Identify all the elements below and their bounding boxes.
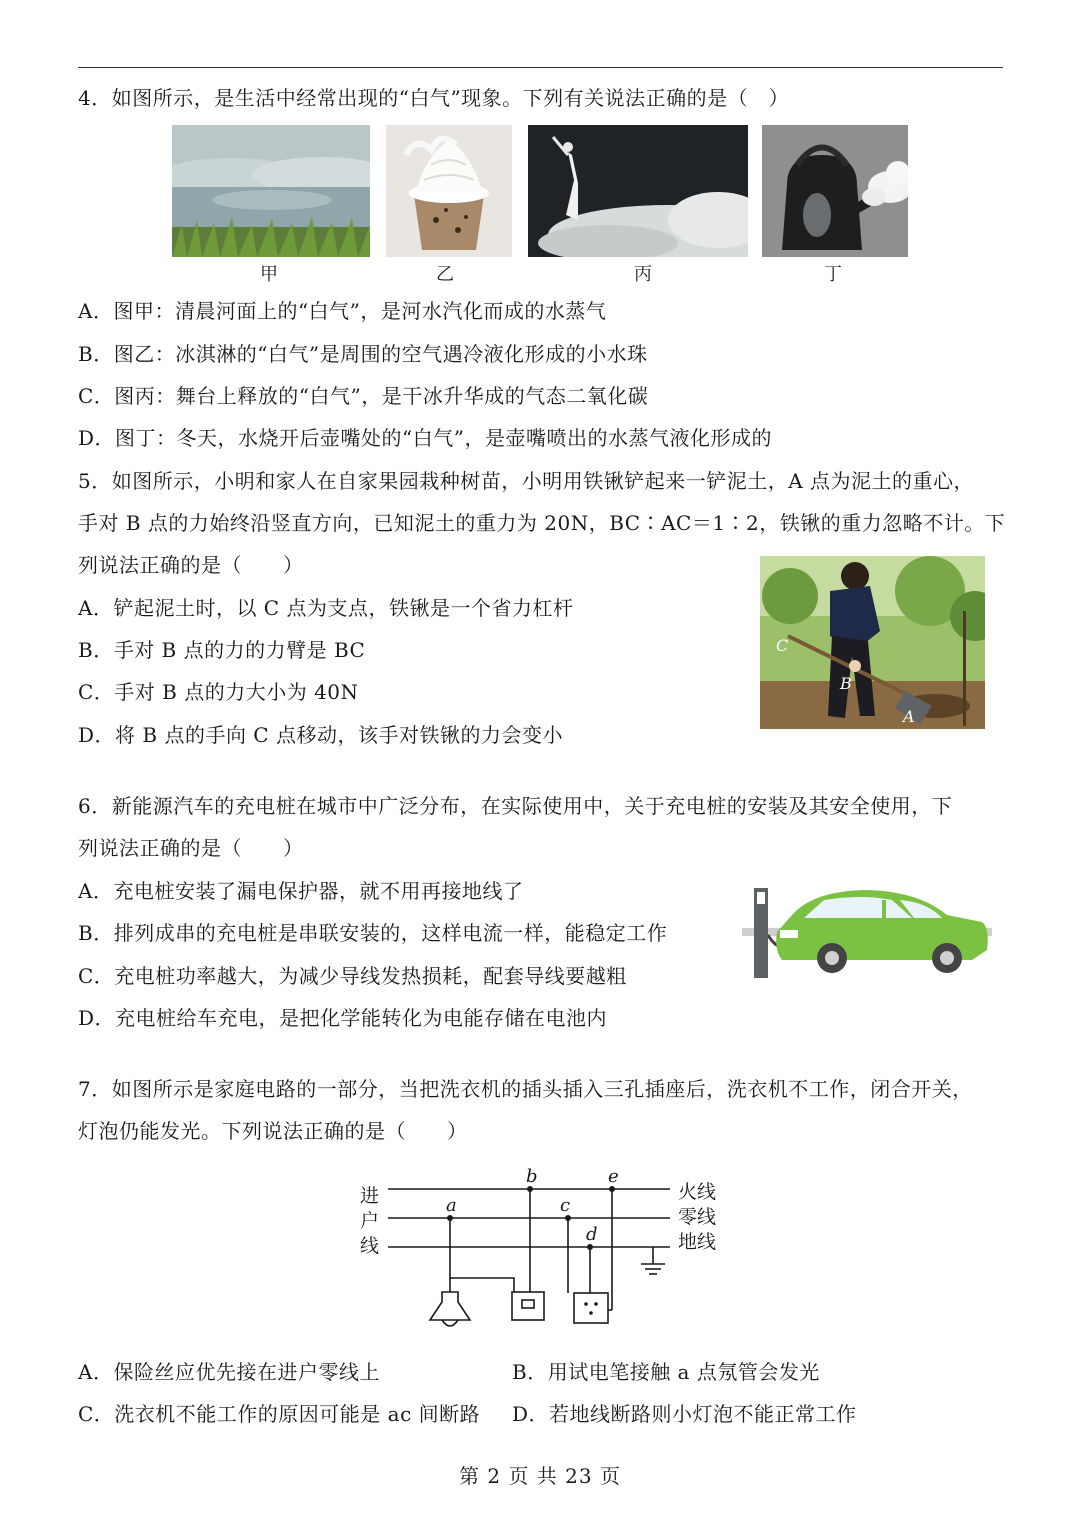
- circuit-inlet-char-1: 进: [360, 1185, 380, 1207]
- q6-car-charger-illustration: [742, 880, 992, 980]
- q7-option-c: C．洗衣机不能工作的原因可能是 ac 间断路: [78, 1402, 481, 1426]
- q5-label-c: C: [776, 636, 789, 655]
- q5-stem-line-1: 5．如图所示，小明和家人在自家果园栽种树苗，小明用铁锹铲起来一铲泥土，A 点为泥土的重心，: [78, 469, 975, 493]
- circuit-point-d: d: [586, 1224, 598, 1245]
- q4-option-b: B．图乙：冰淇淋的“白气”是周围的空气遇冷液化形成的小水珠: [78, 342, 648, 366]
- q5-label-b: B: [840, 674, 852, 693]
- q5-option-c: C．手对 B 点的力大小为 40N: [78, 680, 359, 704]
- q4-option-c: C．图丙：舞台上释放的“白气”，是干冰升华成的气态二氧化碳: [78, 384, 649, 408]
- circuit-point-b: b: [526, 1166, 538, 1187]
- q4-caption-jia: 甲: [260, 264, 278, 285]
- q5-option-a: A．铲起泥土时，以 C 点为支点，铁锹是一个省力杠杆: [78, 596, 574, 620]
- circuit-ground-wire-label: 地线: [678, 1231, 717, 1253]
- q5-option-b: B．手对 B 点的力的力臂是 BC: [78, 638, 366, 662]
- circuit-neutral-wire-label: 零线: [678, 1206, 717, 1228]
- q7-option-d: D．若地线断路则小灯泡不能正常工作: [512, 1402, 857, 1426]
- circuit-live-wire-label: 火线: [678, 1181, 717, 1203]
- q5-stem-line-3: 列说法正确的是（ ）: [78, 553, 304, 577]
- q5-option-d: D．将 B 点的手向 C 点移动，该手对铁锹的力会变小: [78, 723, 563, 747]
- q7-stem-line-1: 7．如图所示是家庭电路的一部分，当把洗衣机的插头插入三孔插座后，洗衣机不工作，闭合开关，: [78, 1077, 973, 1101]
- q4-caption-bing: 丙: [634, 264, 652, 285]
- q4-photo-yi: [386, 125, 512, 257]
- q7-circuit-diagram: [350, 1160, 730, 1340]
- q6-option-a: A．充电桩安装了漏电保护器，就不用再接地线了: [78, 879, 524, 903]
- q6-stem-line-1: 6．新能源汽车的充电桩在城市中广泛分布，在实际使用中，关于充电桩的安装及其安全使用，下: [78, 794, 953, 818]
- q4-photo-ding: [762, 125, 908, 257]
- circuit-point-e: e: [608, 1166, 619, 1187]
- circuit-point-c: c: [560, 1195, 571, 1216]
- q6-option-c: C．充电桩功率越大，为减少导线发热损耗，配套导线要越粗: [78, 964, 627, 988]
- q4-photo-jia: [172, 125, 370, 257]
- q7-option-a: A．保险丝应优先接在进户零线上: [78, 1360, 380, 1384]
- q4-option-d: D．图丁：冬天，水烧开后壶嘴处的“白气”，是壶嘴喷出的水蒸气液化形成的: [78, 426, 772, 450]
- q4-stem: 4．如图所示，是生活中经常出现的“白气”现象。下列有关说法正确的是（ ）: [78, 86, 790, 110]
- circuit-point-a: a: [446, 1195, 457, 1216]
- header-rule: [78, 67, 1003, 68]
- q6-option-b: B．排列成串的充电桩是串联安装的，这样电流一样，能稳定工作: [78, 921, 668, 945]
- q4-caption-ding: 丁: [824, 264, 842, 285]
- q5-label-a: A: [903, 707, 915, 726]
- circuit-inlet-char-2: 户: [360, 1210, 380, 1232]
- q4-photo-bing: [528, 125, 748, 257]
- page-footer: 第 2 页 共 23 页: [459, 1464, 621, 1488]
- circuit-inlet-char-3: 线: [360, 1235, 380, 1257]
- q5-stem-line-2: 手对 B 点的力始终沿竖直方向，已知泥土的重力为 20N，BC∶AC＝1∶2，铁锹的重力忽略不计。下: [78, 511, 1006, 535]
- q4-caption-yi: 乙: [436, 264, 454, 285]
- q4-option-a: A．图甲：清晨河面上的“白气”，是河水汽化而成的水蒸气: [78, 299, 607, 323]
- q6-option-d: D．充电桩给车充电，是把化学能转化为电能存储在电池内: [78, 1006, 608, 1030]
- q7-option-b: B．用试电笔接触 a 点氖管会发光: [512, 1360, 820, 1384]
- q7-stem-line-2: 灯泡仍能发光。下列说法正确的是（ ）: [78, 1119, 468, 1143]
- q6-stem-line-2: 列说法正确的是（ ）: [78, 836, 304, 860]
- q5-shovel-photo: [760, 556, 985, 729]
